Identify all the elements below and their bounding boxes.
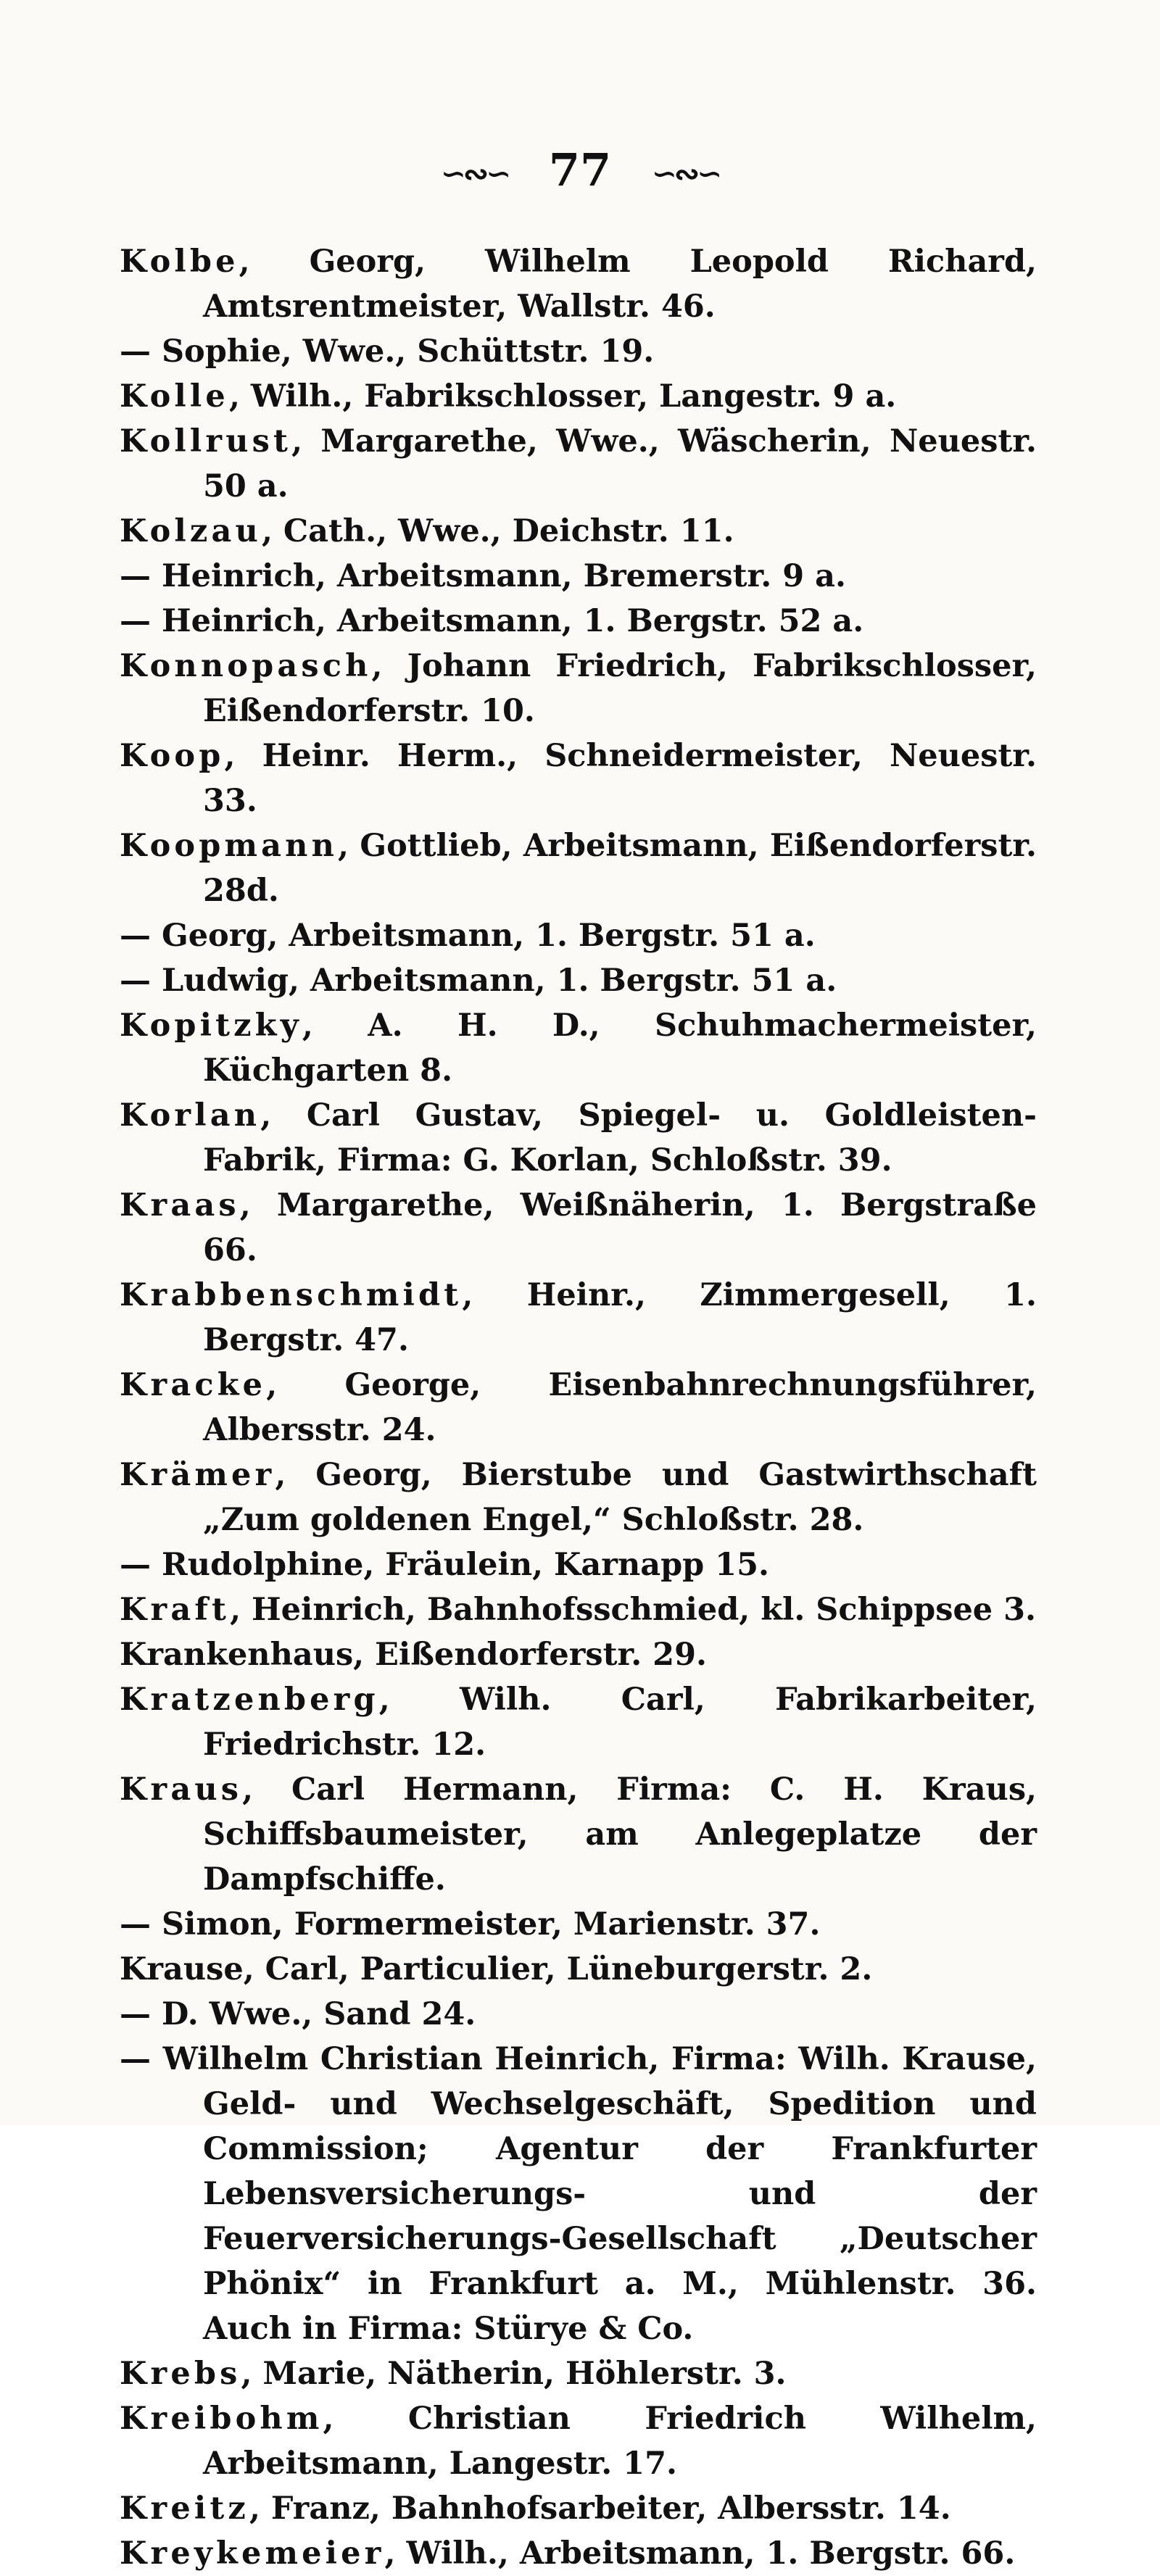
entry-surname: Krabbenschmidt [120,1277,463,1313]
entry-surname: — [120,333,151,370]
directory-entry [120,2396,1037,2486]
entry-surname: — [120,963,151,999]
entry-details: , Margarethe, Weißnäherin, 1. Bergstraße 66. [203,1187,1037,1268]
entry-details: , Christian Friedrich Wilhelm, Arbeitsmann, Langestr. 17. [203,2401,1037,2482]
entry-surname: — [120,603,151,639]
directory-entry [120,1093,1037,1183]
entry-details: Ludwig, Arbeitsmann, 1. Bergstr. 51 a. [151,963,837,999]
directory-entries [120,239,1037,2576]
entry-details: , Heinr. Herm., Schneidermeister, Neuestr. 33. [203,738,1037,819]
entry-surname: Kolle [120,378,229,415]
directory-entry [120,554,1037,599]
entry-details: , Cath., Wwe., Deichstr. 11. [261,513,734,549]
entry-surname: Kreykemeier [120,2535,385,2572]
directory-entry [120,1363,1037,1453]
directory-entry [120,1632,1037,1677]
entry-surname: Kopitzky [120,1007,302,1044]
directory-entry [120,823,1037,913]
entry-surname: — [120,1906,151,1943]
entry-details: , Georg, Wilhelm Leopold Richard, Amtsrentmeister, Wallstr. 46. [203,244,1037,325]
directory-entry [120,1902,1037,1947]
directory-entry [120,1273,1037,1363]
entry-surname: Konnopasch [120,648,372,684]
entry-surname: Koop [120,738,225,774]
entry-details: Rudolphine, Fräulein, Karnapp 15. [151,1547,769,1583]
entry-surname: Kollrust [120,423,292,460]
entry-surname: Kolzau [120,513,262,549]
directory-entry [120,1677,1037,1767]
directory-entry [120,1767,1037,1902]
directory-entry [120,1542,1037,1587]
entry-surname: Kratzenberg [120,1682,379,1718]
entry-details: Heinrich, Arbeitsmann, Bremerstr. 9 a. [151,558,846,594]
entry-surname: Kracke [120,1367,267,1403]
page-number: 77 [548,144,612,196]
entry-surname: Kraas [120,1187,240,1223]
entry-details: Simon, Formermeister, Marienstr. 37. [151,1906,821,1943]
directory-entry [120,1453,1037,1542]
entry-surname: Koopmann [120,828,339,864]
directory-entry [120,1587,1037,1632]
entry-details: , Johann Friedrich, Fabrikschlosser, Eißendorferstr. 10. [203,648,1037,729]
directory-entry [120,913,1037,958]
directory-entry [120,599,1037,644]
directory-entry [120,1947,1037,1992]
directory-entry [120,329,1037,374]
directory-entry [120,1003,1037,1093]
entry-details: , Franz, Bahnhofsarbeiter, Albersstr. 14. [249,2490,951,2527]
directory-entry [120,2486,1037,2531]
entry-details: , Wilh., Fabrikschlosser, Langestr. 9 a. [228,378,897,415]
entry-details: , Carl Gustav, Spiegel- u. Goldleisten-Fabrik, Firma: G. Korlan, Schloßstr. 39. [203,1097,1037,1179]
entry-details: , Eißendorferstr. 29. [353,1637,707,1673]
entry-details: , Georg, Bierstube und Gastwirthschaft „Zum goldenen Engel,“ Schloßstr. 28. [203,1457,1037,1538]
entry-details: Wilhelm Christian Heinrich, Firma: Wilh. Krause, Geld- und Wechselgeschäft, Spedition und Commission; Agentur der Frankfurter Lebensversicherungs- und der Feuerversicherungs-Gesellschaft „Deutscher Phönix“ in Frankfurt a. M., Mühlenstr. 36. Auch in Firma: Stürye & Co. [151,2041,1037,2347]
ornament-left: ∽∾∽ [440,156,509,191]
entry-details: , Heinrich, Bahnhofsschmied, kl. Schippsee 3. [230,1592,1037,1628]
entry-details: , Gottlieb, Arbeitsmann, Eißendorferstr. 28d. [203,828,1037,909]
entry-details: Heinrich, Arbeitsmann, 1. Bergstr. 52 a. [151,603,864,639]
page-header [0,145,1160,199]
entry-details: , Wilh. Carl, Fabrikarbeiter, Friedrichstr. 12. [203,1682,1037,1763]
entry-surname: Kraus [120,1771,243,1808]
entry-surname: Kreibohm [120,2401,323,2437]
entry-details: , Carl Hermann, Firma: C. H. Kraus, Schiffsbaumeister, am Anlegeplatze der Dampfschiffe. [203,1771,1037,1898]
entry-surname: — [120,1547,151,1583]
entry-surname: Korlan [120,1097,261,1134]
entry-details: Sophie, Wwe., Schüttstr. 19. [151,333,655,370]
directory-entry [120,419,1037,509]
entry-surname: Krankenhaus [120,1637,354,1673]
directory-entry [120,1992,1037,2037]
directory-entry [120,958,1037,1003]
entry-details: , Heinr., Zimmergesell, 1. Bergstr. 47. [203,1277,1037,1358]
entry-surname: — [120,918,151,954]
entry-details: , Wilh., Arbeitsmann, 1. Bergstr. 66. [384,2535,1016,2572]
entry-details: Georg, Arbeitsmann, 1. Bergstr. 51 a. [151,918,816,954]
entry-surname: Kraft [120,1592,231,1628]
entry-details: , Margarethe, Wwe., Wäscherin, Neuestr. 50 a. [203,423,1037,504]
directory-entry [120,2531,1037,2576]
directory-entry [120,2037,1037,2351]
directory-entry [120,1183,1037,1273]
directory-entry [120,509,1037,554]
entry-details: , Carl, Particulier, Lüneburgerstr. 2. [243,1951,873,1987]
directory-entry [120,644,1037,734]
entry-surname: Krause [120,1951,244,1987]
directory-entry [120,374,1037,419]
entry-surname: Krebs [120,2356,241,2392]
entry-surname: — [120,1996,151,2032]
directory-entry [120,239,1037,329]
entry-surname: Krämer [120,1457,276,1493]
entry-details: , A. H. D., Schuhmachermeister, Küchgarten 8. [203,1007,1037,1089]
entry-surname: — [120,2041,151,2077]
entry-details: D. Wwe., Sand 24. [151,1996,476,2032]
entry-surname: Kreitz [120,2490,249,2527]
entry-surname: Kolbe [120,244,239,280]
entry-details: , Marie, Nätherin, Höhlerstr. 3. [241,2356,787,2392]
ornament-right: ∽∾∽ [651,156,720,191]
directory-entry [120,2351,1037,2396]
entry-surname: — [120,558,151,594]
directory-entry [120,734,1037,823]
entry-details: , George, Eisenbahnrechnungsführer, Albersstr. 24. [203,1367,1037,1448]
